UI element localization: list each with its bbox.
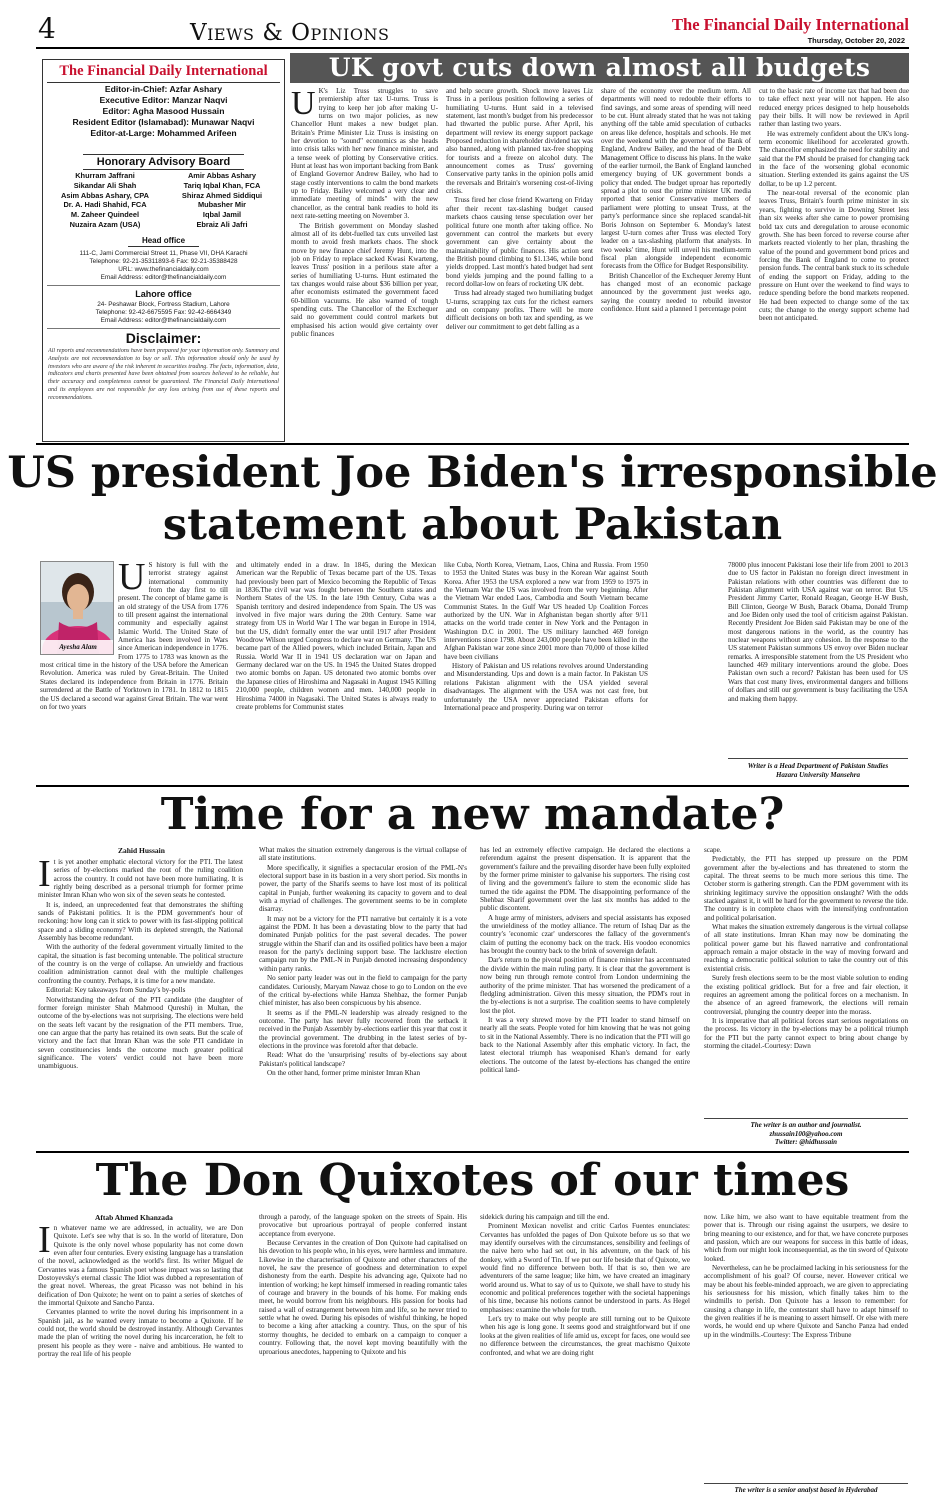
paragraph: History of Pakistan and US relations revolves around Understanding and Misunderstanding. Ups and down is a main factor. In Pakistan US relations Pakistan alignment with the USA yielded several disadvantages. The alignment with the USA was not cast free, but unfortunately the USA never appreciated Pakistan efforts for International peace and prosperity. During war on terror bbox=[444, 662, 648, 712]
article3-headline: Time for a new mandate? bbox=[160, 789, 785, 840]
editor-line: Resident Editor (Islamabad): Munawar Naqvi bbox=[72, 117, 255, 127]
header-brand: The Financial Daily International bbox=[672, 15, 909, 34]
author-caption: Ayesha Alam bbox=[41, 640, 114, 654]
advisor-name: Khurram Jaffrani bbox=[75, 171, 135, 180]
advisor-name: Iqbal Jamil bbox=[202, 210, 242, 220]
paragraph: Because Cervantes in the creation of Don Quixote had capitalised on his devotion to his people who, in his eyes, were harmless and immature. Likewise in the characterisation of Quixote and other characters of the novel, he saw the presence of goodness and determination to expel dishonesty from the earth. Despite his advancing age, Quixote had no intention of working; he kept himself immersed in reading romantic tales of courage and bravery in the bounds of his home. For making ends meet, he would borrow from his neighbours. His passion for books had raised a wall of estrangement between him and life, so he never tried to settle what he owed. During his episodes of wishful thinking, he hoped to become a king after attacking a country. Thus, on the spur of his stormy thoughts, he decided to embark on a campaign to conquer a country. Following that, the novel kept moving beautifully with the uproarious anecdotes, happening to Quixote and his bbox=[259, 1239, 467, 1356]
footnote-line: Hazara University Mansehra bbox=[775, 770, 860, 779]
paragraph: It is, indeed, an unprecedented feat that demonstrates the shifting sands of Pakistani politics. It is the PDM government's hour of reckoning: how long can it stick to power with its fast-slipping political space and a sliding economy? With its depleted strength, the National Assembly has become redundant. bbox=[38, 900, 243, 943]
article2-column bbox=[40, 561, 228, 783]
header-rule bbox=[36, 47, 909, 49]
paragraph: Nevertheless, can he be proclaimed lacking in his seriousness for the accomplishment of his goal? Of course, never. However critical we may be about his feeble-minded approach, we are given to appreciating his seriousness for his mission, which finally takes him to the windmills to perish. Don Quixote has a lesson to remember: for causing a change in life, the contestant shall have to adapt himself to the given realities if he is meaning to assert himself. Or else with mere words, he would end up where Quixote and Sancho Panza had ended up in the windmills.-Courtesy: The Express Tribune bbox=[704, 1264, 908, 1339]
paragraph: Truss had already staged two humiliating budget U-turns, scrapping tax cuts for the richest earners and on company profits. There will be more difficult decisions on both tax and spending, as we deliver our commitment to get debt falling as a bbox=[446, 289, 593, 331]
paragraph: With the authority of the federal government virtually limited to the capital, the situation is fast becoming untenable. The political structure of the country is on the verge of collapse. An unwieldy and fractious coalition administration cannot deal with the multiple challenges confronting the country. Perhaps, it is time for a new mandate. bbox=[38, 943, 243, 985]
article1-headline: UK govt cuts down almost all budgets bbox=[328, 53, 871, 82]
article4-headline: The Don Quixotes of our times bbox=[95, 1155, 850, 1206]
article3-column bbox=[704, 846, 908, 1120]
lahore-office-line: Telephone: 92-42-6675595 Fax: 92-42-6664349 bbox=[95, 309, 232, 316]
paragraph: It may not be a victory for the PTI narrative but certainly it is a vote against the PDM. It has been a devastating blow to the party that had dominated Punjab politics for the past several decades. The power struggle within the Sharif clan and its ossified politics have been a major reason for the party's declining support base. The lacklustre election campaign run by the PML-N in Punjab denoted increasing despondency within party ranks. bbox=[259, 914, 467, 973]
advisory-board-title: Honorary Advisory Board bbox=[83, 154, 244, 170]
paragraph: It is imperative that all political forces start serious negotiations on the process. Its victory in the by-elections may be a political triumph for the PTI but the party cannot expect to bring about change by storming the citadel.-Courtesy: Dawn bbox=[704, 1016, 908, 1050]
paragraph: It seems as if the PML-N leadership was already resigned to the outcome. The party has never fully recovered from the setback it received in the Punjab Assembly by-elections earlier this year that cost it the provincial government. The drubbing in the latest series of by-elections in the province was foretold after that debacle. bbox=[259, 1008, 467, 1050]
article2-column bbox=[728, 561, 908, 753]
advisor-name: M. Zaheer Quindeel bbox=[70, 210, 140, 220]
article3-byline: Zahid Hussain bbox=[118, 846, 165, 855]
article4-byline: Aftab Ahmed Khanzada bbox=[95, 1213, 173, 1222]
advisor-name: Sikandar Ali Shah bbox=[73, 180, 137, 190]
paragraph: Let's try to make out why people are still turning out to be Quixote when his age is long gone. It seems good and straightforward but if one looks at the given realities of life amid us, except for faces, one would see no difference between the circumstances, the great machismo Quixote confronted, and what we are doing right bbox=[480, 1315, 690, 1357]
article2-headline-line2: statement about Pakistan bbox=[162, 500, 783, 550]
footnote-line: Twitter: @hidhussain bbox=[774, 1138, 838, 1146]
paragraph: share of the economy over the medium term. All departments will need to redouble their efforts to find savings, and some areas of spending will need to be cut. Hunt already stated that he was not taking anything off the table amid speculation of cutbacks on areas like defence, hospitals and schools. He met over the weekend with the governor of the Bank of England, Andrew Bailey, and the head of the Debt Management Office to discuss his plans. In the wake of the earlier turmoil, the Bank of England launched emergency buying of UK government bonds a policy that ended. The budget uproar has reportedly spread a plot to oust the prime minister UK media reported that senior Conservative members of parliament were plotting to unseat Truss, at the party's performance since she replaced scandal-hit Boris Johnson on September 6. Monday's latest largest U-turn comes after Truss was elected Tory leader on a tax-slashing platform that analysts. In two weeks' time, Hunt will unveil his medium-term fiscal plan alongside independent economic forecasts from the Office for Budget Responsibility. bbox=[601, 87, 751, 271]
paragraph: A huge army of ministers, advisers and special assistants has exposed the unwieldiness of the motley alliance. The return of Ishaq Dar as the country's 'economic czar' underscores the fallacy of the government's claim of putting the economy back on the track. His voodoo economics has brought the country back to the brink of sovereign default. bbox=[480, 913, 690, 956]
disclaimer-title: Disclaimer: bbox=[125, 330, 202, 346]
paragraph: n whatever name we are addressed, in actuality, we are Don Quixote. Let's see why that is so. In the world of literature, Don Quixote is the only novel whose popularity has not come down even after four centuries. Every existing language has a translation of the novel, acknowledged as the world's first. Its writer Miguel de Cervantes was a famous Spanish poet whose impact was so lasting that Dostoyevsky's eternal classic The Idiot was dubbed a representation of the great novel. Whereas, the great Picasso was not behind in his deification of Don Quixote; he went on to paint a series of sketches of the immortal Quixote and Sancho Panza. bbox=[38, 1224, 243, 1308]
editor-line: Editor-in-Chief: Azfar Ashary bbox=[104, 84, 223, 94]
masthead-title: The Financial Daily International bbox=[59, 63, 268, 79]
editor-line: Editor-at-Large: Mohammed Arifeen bbox=[90, 128, 237, 138]
advisor-name: Ebraiz Ali Jafri bbox=[196, 219, 248, 229]
paragraph: t is yet another emphatic electoral victory for the PTI. The latest series of by-elections marked the rout of the ruling coalition across the country. It could not have been more humiliating. It is rightly being described as a personal triumph for former prime minister Imran Khan who won six of the seven seats he contested. bbox=[38, 858, 243, 900]
article4-column bbox=[38, 1224, 243, 1498]
paragraph: Dar's return to the pivotal position of finance minister has accentuated the divide within the main ruling party. It is clear that the government is now being run through remote control from London undermining the authority of the prime minister. That has worsened the predicament of a fledgling administration. Given this messy situation, the PDM's rout in the by-elections is not a surprise. The coalition seems to have completely lost the plot. bbox=[480, 956, 690, 1015]
article4-column bbox=[480, 1213, 690, 1498]
editor-line: Executive Editor: Manzar Naqvi bbox=[99, 95, 228, 105]
article1-column bbox=[601, 87, 751, 434]
disclaimer-text: All reports and recommendations have been prepared for your information only. Summary and Analysis are not recommendation to buy or sell. This information should only be used by investors who are aware of the risk inherent in securities trading. The facts, information, data, indicators and charts presented have been obtained from sources believed to be reliable, but their accuracy and completeness cannot be guaranteed. The Financial Daily International and its employees are not responsible for any loss arising from use of these reports and recommendations. bbox=[48, 348, 279, 401]
paragraph: S history is full with the terrorist strategy against international community from the day first to till present. The concept of blame game is an old strategy of the USA from 1776 to till present against the international community and especially against Islamic World. The United State of America has been involved in Wars since American independence in 1776. From 1775 to 1783 was known as the most critical time in the history of the USA before the American Revolution. America was ruled by Great-Britain. The United States declared its independence from Britain in 1776. Britain surrendered at the Battle of Yorktown in 1781. In 1812 to 1815 the US declared a second war against Great Britain. The war went on for two years bbox=[40, 561, 228, 711]
paragraph: and ultimately ended in a draw. In 1845, during the Mexican American war the Republic of Texas became part of the US. Texas had previously been part of Mexico becoming the Republic of Texas in 1836.The civil war was fought between the Southern states and Northern States of the US. In the late 19th Century, Cuba was a Spanish territory and desired independence from Spain. The US was involved in five major wars during the 20th Century. Same war strategy from US in World War I The war began in Europe in 1914, but the US, didn't formally enter the war until 1917 after President Woodrow Wilson urged Congress to declare war on Germany. The US became part of the Allied powers, which included Britain, Japan and Russia. World War II in 1941 US declaration war on Japan and Germany declared war on the US. In 1945 the United States dropped two atomic bombs on Japan. US detonated two atomic bombs over the Japanese cities of Hiroshima and Nagasaki in August 1945 Killing 210,000 people, children women and men. 140,000 people in Hiroshima 74000 in Nagasaki. The United States is always ready to create problems for Communist states bbox=[236, 561, 436, 711]
article1-column bbox=[446, 87, 593, 434]
head-office-line: 111-C, Jami Commercial Street 11, Phase VII, DHA Karachi bbox=[79, 250, 248, 257]
paragraph: Notwithstanding the defeat of the PTI candidate (the daughter of former foreign minister Shah Mahmood Qureshi) in Multan, the outcome of the by-elections was not surprising. The elections were held on the seats left vacant by the resignation of the PTI members. True, one can argue that the party has retained its own seats. But the scale of victory and the fact that Imran Khan was the sole PTI candidate in seven constituencies lends the outcome much greater political significance. The voters' verdict could not have been more unambiguous. bbox=[38, 995, 243, 1071]
head-office-title: Head office bbox=[128, 236, 199, 247]
page-number: 4 bbox=[38, 12, 56, 45]
paragraph: British Chancellor of the Exchequer Jeremy Hunt has changed most of an economic package announced by the government just weeks ago, saying the country needed to rebuild investor confidence. Hunt said a planned 1 percentage point bbox=[601, 271, 751, 313]
footnote-line: The writer is an author and journalist. bbox=[750, 1121, 862, 1129]
dropcap: I bbox=[38, 858, 51, 895]
paragraph: sidekick during his campaign and till the end. bbox=[480, 1213, 610, 1221]
paragraph: The British government on Monday slashed almost all of its debt-fuelled tax cuts unveiled last month to avoid fresh markets chaos. The shock move by new finance chief Jeremy Hunt, into the job on Friday to replace sacked Kwasi Kwarteng, leaves Truss' position in a perilous state after a series of humiliating U-turns. Hunt estimated the tax changes would raise about $36 billion per year, after economists estimated the government faced 60-billion vacuums. He also warned of tough spending cuts. The Chancellor of the Exchequer said no government could control markets but emphasised his action would give certainty over public finances bbox=[291, 221, 438, 338]
advisor-name: Nuzaira Azam (USA) bbox=[69, 219, 141, 229]
paragraph: On the other hand, former prime minister Imran Khan bbox=[267, 1068, 421, 1077]
paragraph: through a parody, of the language spoken on the streets of Spain. His provocative but uproarious portrayal of people conferred instant acceptance from everyone. bbox=[259, 1213, 467, 1238]
article1-column bbox=[759, 87, 909, 434]
paragraph: More specifically, it signifies a spectacular erosion of the PML-N's electoral support base in its bastion in a very short period. Six months in power, the party of the Sharifs seems to have lost most of its political capital in Punjab, further weakening its capacity to govern and to deal with a myriad of challenges. The government seems to be in complete disarray. bbox=[259, 863, 467, 914]
paragraph: Prominent Mexican novelist and critic Carlos Fuentes enunciates: Cervantes has unfolded the pages of Don Quixote before us so that we may identify ourselves with the circumstances, sensibility and feelings of the naive hero who had set out, in his adventure, on the back of his donkey, with a Sword of Tin. If we put our life beside that of Quixote, we would find no difference between both. If that is so, then we are adventurers of the same league; like him, we have created an imaginary world around us. What to say of us to Quixote, we shall have to study his economic and political preferences together with the societal happenings of his time, because his notions cannot be understood in parts. As Hegel emphasises: examine the whole for truth. bbox=[480, 1222, 690, 1314]
paragraph: He was extremely confident about the UK's long-term economic likelihood for accelerated growth. The chancellor emphasized the need for stability and said that the PM should be praised for changing tack in the face of the worsening global economic situation. Sterling extended its gains against the US dollar, to be up 1.2 percent. bbox=[759, 129, 909, 188]
advisor-name: Dr. A. Hadi Shahid, FCA bbox=[63, 200, 147, 210]
lahore-office-line: 24- Peshawar Block, Fortress Stadium, Lahore bbox=[97, 301, 230, 308]
editor-line: Editor: Agha Masood Hussain bbox=[102, 106, 225, 116]
article2-column bbox=[236, 561, 436, 783]
paragraph: No senior party leader was out in the field to campaign for the party candidates. Curiously, Maryam Nawaz chose to go to London on the eve of the critical by-elections while Hamza Shehbaz, the former Punjab chief minister, has also been conspicuous by his absence. bbox=[259, 974, 467, 1008]
advisor-name: Tariq Iqbal Khan, FCA bbox=[183, 180, 261, 190]
header-date: Thursday, October 20, 2022 bbox=[807, 36, 905, 45]
paragraph: What makes the situation extremely dangerous is the virtual collapse of all state institutions. Imran Khan may now be dominating the political power game but his flawed narrative and confrontational approach remain a major obstacle in the way of moving forward and reaching a democratic political solution to take the country out of this existential crisis. bbox=[704, 923, 908, 973]
advisor-name: Mubasher Mir bbox=[197, 200, 247, 210]
article1-column bbox=[291, 87, 438, 434]
advisor-name: Amir Abbas Ashary bbox=[187, 171, 257, 180]
paragraph: like Cuba, North Korea, Vietnam, Laos, China and Russia. From 1950 to 1953 the United States was busy in the Korean War against South Korea. After 1953 the USA explored a new war from 1959 to 1975 in the Vietnam War the US was involved from the very beginning. After the Vietnam War ended Laos, Cambodia and South Vietnam became Communist States. In the Gulf War US headed Up Coalition Forces authorized by the UN. War in Afghanistan began shortly after 9/11 attacks on the world trade center in New York and the Pentagon in Washington D.C in 2001. The US military launched 469 foreign interventions since 1798. About 243,000 people have been killed in the Afghan Pakistan war zone since 2001 more than 70,000 of those killed have been civilians bbox=[444, 561, 648, 661]
article3-column bbox=[480, 846, 690, 1150]
paragraph: now. Like him, we also want to have equitable treatment from the power that is. Through our rising against the usurpers, we desire to bring meaning to our existence, and for that, we have concrete purposes and passion, which are our weapons for success in this battle of ideas, which from our might look inconsequential, as the tin sword of Quixote looked. bbox=[704, 1213, 908, 1263]
lahore-office-title: Lahore office bbox=[135, 289, 192, 299]
article3-footnote bbox=[704, 1118, 908, 1147]
paragraph: Read: What do the 'unsurprising' results of by-elections say about Pakistan's political landscape? bbox=[259, 1051, 467, 1068]
paragraph: scape. bbox=[704, 846, 722, 854]
masthead-box bbox=[42, 59, 285, 442]
head-office-line: Telephone: 92-21-35311893-6 Fax: 92-21-35388428 bbox=[89, 258, 238, 265]
footnote-line: Writer is a Head Department of Pakistan Studies bbox=[747, 762, 889, 770]
dropcap: U bbox=[118, 561, 146, 598]
dropcap: I bbox=[38, 1224, 51, 1261]
dropcap: U bbox=[291, 87, 316, 122]
article2-headline-line1: US president Joe Biden's irresponsible bbox=[7, 448, 938, 498]
paragraph: It was a very shrewd move by the PTI leader to stand himself on nearly all the seats. People voted for him knowing that he was not going to sit in the National Assembly. There is no indication that the PTI will go back to the National Assembly after this emphatic victory. In fact, the latest electoral triumph has weaponised Khan's demand for early elections. The outcome of the latest by-elections has changed the entire political land- bbox=[480, 1015, 690, 1074]
paragraph: Surely fresh elections seem to be the most viable solution to ending the existing political gridlock. But for a free and fair election, it requires an agreement among the political forces on a mechanism. In the absence of an agreed framework, the elections will remain controversial, plunging the country deeper into the morass. bbox=[704, 974, 908, 1016]
section-divider bbox=[36, 1151, 909, 1153]
footnote-line: zhussain100@yahoo.com bbox=[769, 1129, 843, 1138]
section-divider bbox=[36, 443, 909, 445]
paragraph: Editorial: Key takeaways from Sunday's by-polls bbox=[46, 986, 186, 995]
advisor-name: Shiraz Ahmed Siddiqui bbox=[181, 190, 263, 200]
paragraph: and help secure growth. Shock move leaves Liz Truss in a perilous position following a series of humiliating U-turns. Hunt said in a televised statement, last month's budget from his predecessor had thwarted the public purse. After April, his department will review its energy support package Proposed reduction in shareholder dividend tax was also banned, along with planned tax-free shopping for tourists and a freeze on alcohol duty. The announcement comes as Truss' governing Conservative party tanks in the opinion polls amid the reversals and Britain's worsening cost-of-living crisis. bbox=[446, 87, 593, 196]
article3-column bbox=[259, 846, 467, 1150]
article4-footnote: The writer is a senior analyst based in Hyderabad bbox=[704, 1483, 908, 1495]
article4-column bbox=[259, 1213, 467, 1498]
paragraph: has led an extremely effective campaign. He declared the elections a referendum against the present dispensation. It is apparent that the government's failure and the prevailing disorder have been fully exploited by the former prime minister to galvanise his supporters. The rising cost of living and the government's failure to stem the economic slide has turned the tide against the PDM. The disappointing performance of the Shehbaz Sharif government over the last six months has added to the public discontent. bbox=[480, 846, 690, 913]
article3-column bbox=[38, 858, 243, 1150]
paragraph: K's Liz Truss struggles to save premiership after tax U-turns. Truss is trying to keep her job after making U-turns on two major policies, as new Chancellor Hunt makes a new budget plan. Britain's Prime Minister Liz Truss is insisting on her devotion to "sound" economics as she heads into crisis talks with her new finance minister, and a tense week of plotting by Conservative critics. Hunt at least has won important backing from Bank of England Governor Andrew Bailey, who had to stage costly interventions to calm the bond markets up to Friday. Bailey welcomed a very clear and immediate meeting of minds" with the new chancellor, as the central bank readies to hold its next rate-setting meeting on November 3. bbox=[291, 87, 438, 221]
section-title: Views & Opinions bbox=[190, 20, 390, 46]
paragraph: 78000 plus innocent Pakistani lose their life from 2001 to 2013 due to US factor in Pakistan no foreign direct investment in Pakistan relations with other countries was different due to Pakistan alignment with USA against war on terror. But US President Jimmy Carter, Ronald Reagan, George H-W Bush, Bill Clinton, George W Bush, Barack Obama, Donald Trump and Joe Biden only used the tool of criticism against Pakistan. Recently President Joe Biden said Pakistan may be one of the most dangerous nations in the world, as the country has nuclear weapons without any cohesion. In the response to the US statement Pakistan summons US envoy over Biden nuclear remarks. A irresponsible statement from the US President who launched 469 military interventions around the globe. Does Pakistan own such a record? Pakistan has been used for US Wars that cost many lives, environmental dangers and billions of dollars and still our government is busy facilitating the USA and making them happy. bbox=[728, 561, 908, 703]
paragraph: Cervantes planned to write the novel during his imprisonment in a Spanish jail, as he wanted every inmate to become a Quixote. If he could not, the world should be destroyed instantly. Although Cervantes made the plan of writing the novel during his incarceration, he felt to present his people as they were - naive and ambitious. He wanted to portray the real life of his people bbox=[38, 1308, 243, 1359]
article2-column bbox=[444, 561, 648, 783]
paragraph: What makes the situation extremely dangerous is the virtual collapse of all state institutions. bbox=[259, 846, 467, 863]
section-divider bbox=[36, 785, 909, 787]
paragraph: Predictably, the PTI has stepped up pressure on the PDM government after the by-elections and has threatened to storm the capital. The threat seems to be much more serious this time. The October storm is gathering strength. Can the PDM government with its shrinking legitimacy survive the opposition onslaught? With the odds stacked against it, it will be hard for the government to reverse the tide. The country is in complete chaos with the intensifying confrontation and political polarisation. bbox=[704, 855, 908, 922]
article2-footnote bbox=[728, 758, 908, 779]
lahore-office-line: Email Address: editor@thefinancialdaily.com bbox=[100, 317, 227, 324]
advisor-name: Asim Abbas Ashary, CPA bbox=[61, 190, 149, 200]
paragraph: cut to the basic rate of income tax that had been due to take effect next year will not happen. He also reduced energy prices designed to help households pay their bills. It will now be reviewed in April rather than lasting two years. bbox=[759, 87, 909, 129]
paragraph: Truss fired her close friend Kwarteng on Friday after their recent tax-slashing budget caused markets chaos causing tense speculation over her political future one month after taking office. No government can control the markets but every government can give certainty about the maintainability of public finances. His action sent the British pound climbing to $1.1346, while bond yields dropped. Last month's hated budget had sent bond yields jumping and the pound falling to a record dollar-low on fears of rocketing UK debt. bbox=[446, 196, 593, 288]
head-office-line: URL: www.thefinancialdaily.com bbox=[118, 266, 209, 273]
paragraph: The near-total reversal of the economic plan leaves Truss, Britain's fourth prime minister in six years, fighting to survive in Downing Street less than six weeks after she came to power promising bold tax cuts and deregulation to arouse economic growth. She has been forced to reverse course after markets reacted violently to her plan, thrashing the value of the pound and government bond prices and forcing the Bank of England to come to protect pension funds. The central bank stuck to its schedule of ending the support on Friday, adding to the pressure on Hunt over the weekend to find ways to reduce spending before the bond markets reopened. He had been expected to change some of the tax cuts; the change to the energy support scheme had been not anticipated. bbox=[759, 189, 909, 323]
head-office-line: Email Address: editor@thefinancialdaily.com bbox=[100, 274, 227, 281]
article4-column bbox=[704, 1213, 908, 1477]
